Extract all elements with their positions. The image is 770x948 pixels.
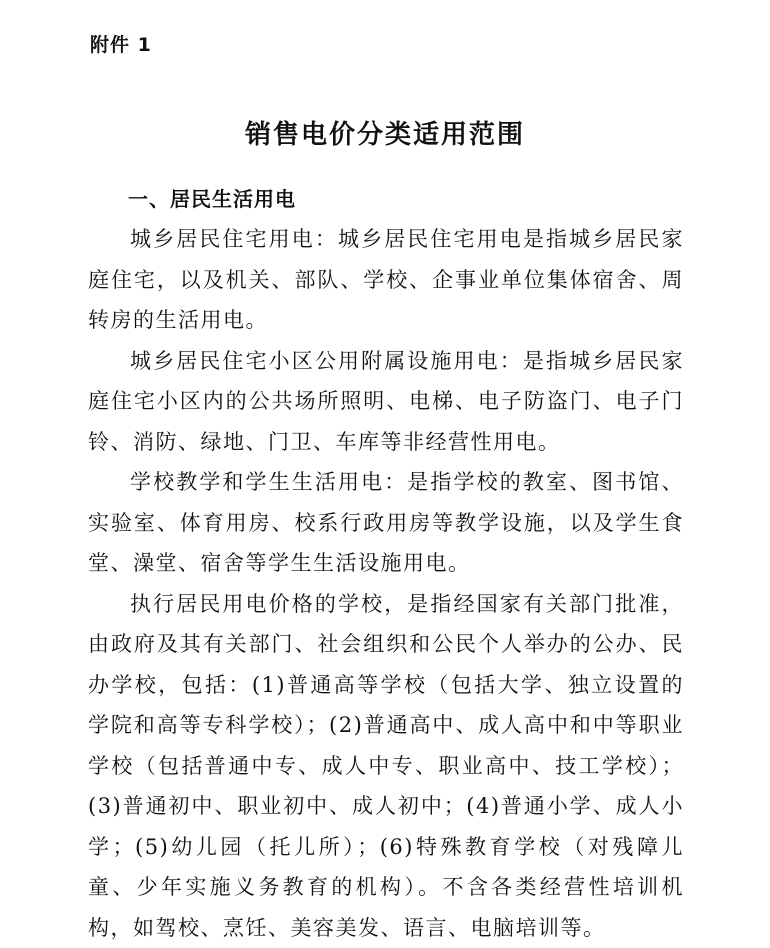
paragraph-school-teaching: 学校教学和学生生活用电：是指学校的教室、图书馆、实验室、体育用房、校系行政用房等教学设施，以及学生食堂、澡堂、宿舍等学生生活设施用电。 bbox=[88, 462, 684, 584]
paragraph-residential-facilities: 城乡居民住宅小区公用附属设施用电：是指城乡居民家庭住宅小区内的公共场所照明、电梯、电子防盗门、电子门铃、消防、绿地、门卫、车库等非经营性用电。 bbox=[88, 341, 684, 463]
document-body bbox=[88, 219, 684, 948]
attachment-label: 附件 1 bbox=[90, 30, 152, 57]
document-title: 销售电价分类适用范围 bbox=[0, 114, 770, 151]
paragraph-eligible-schools: 执行居民用电价格的学校，是指经国家有关部门批准，由政府及其有关部门、社会组织和公民个人举办的公办、民办学校，包括：(1)普通高等学校（包括大学、独立设置的学院和高等专科学校）；(2)普通高中、成人高中和中等职业学校（包括普通中专、成人中专、职业高中、技工学校）；(3)普通初中、职业初中、成人初中；(4)普通小学、成人小学；(5)幼儿园（托儿所）；(6)特殊教育学校（对残障儿童、少年实施义务教育的机构）。不含各类经营性培训机构，如驾校、烹饪、美容美发、语言、电脑培训等。 bbox=[88, 584, 684, 948]
paragraph-residential-housing: 城乡居民住宅用电：城乡居民住宅用电是指城乡居民家庭住宅，以及机关、部队、学校、企事业单位集体宿舍、周转房的生活用电。 bbox=[88, 219, 684, 341]
section-heading: 一、居民生活用电 bbox=[128, 183, 296, 212]
